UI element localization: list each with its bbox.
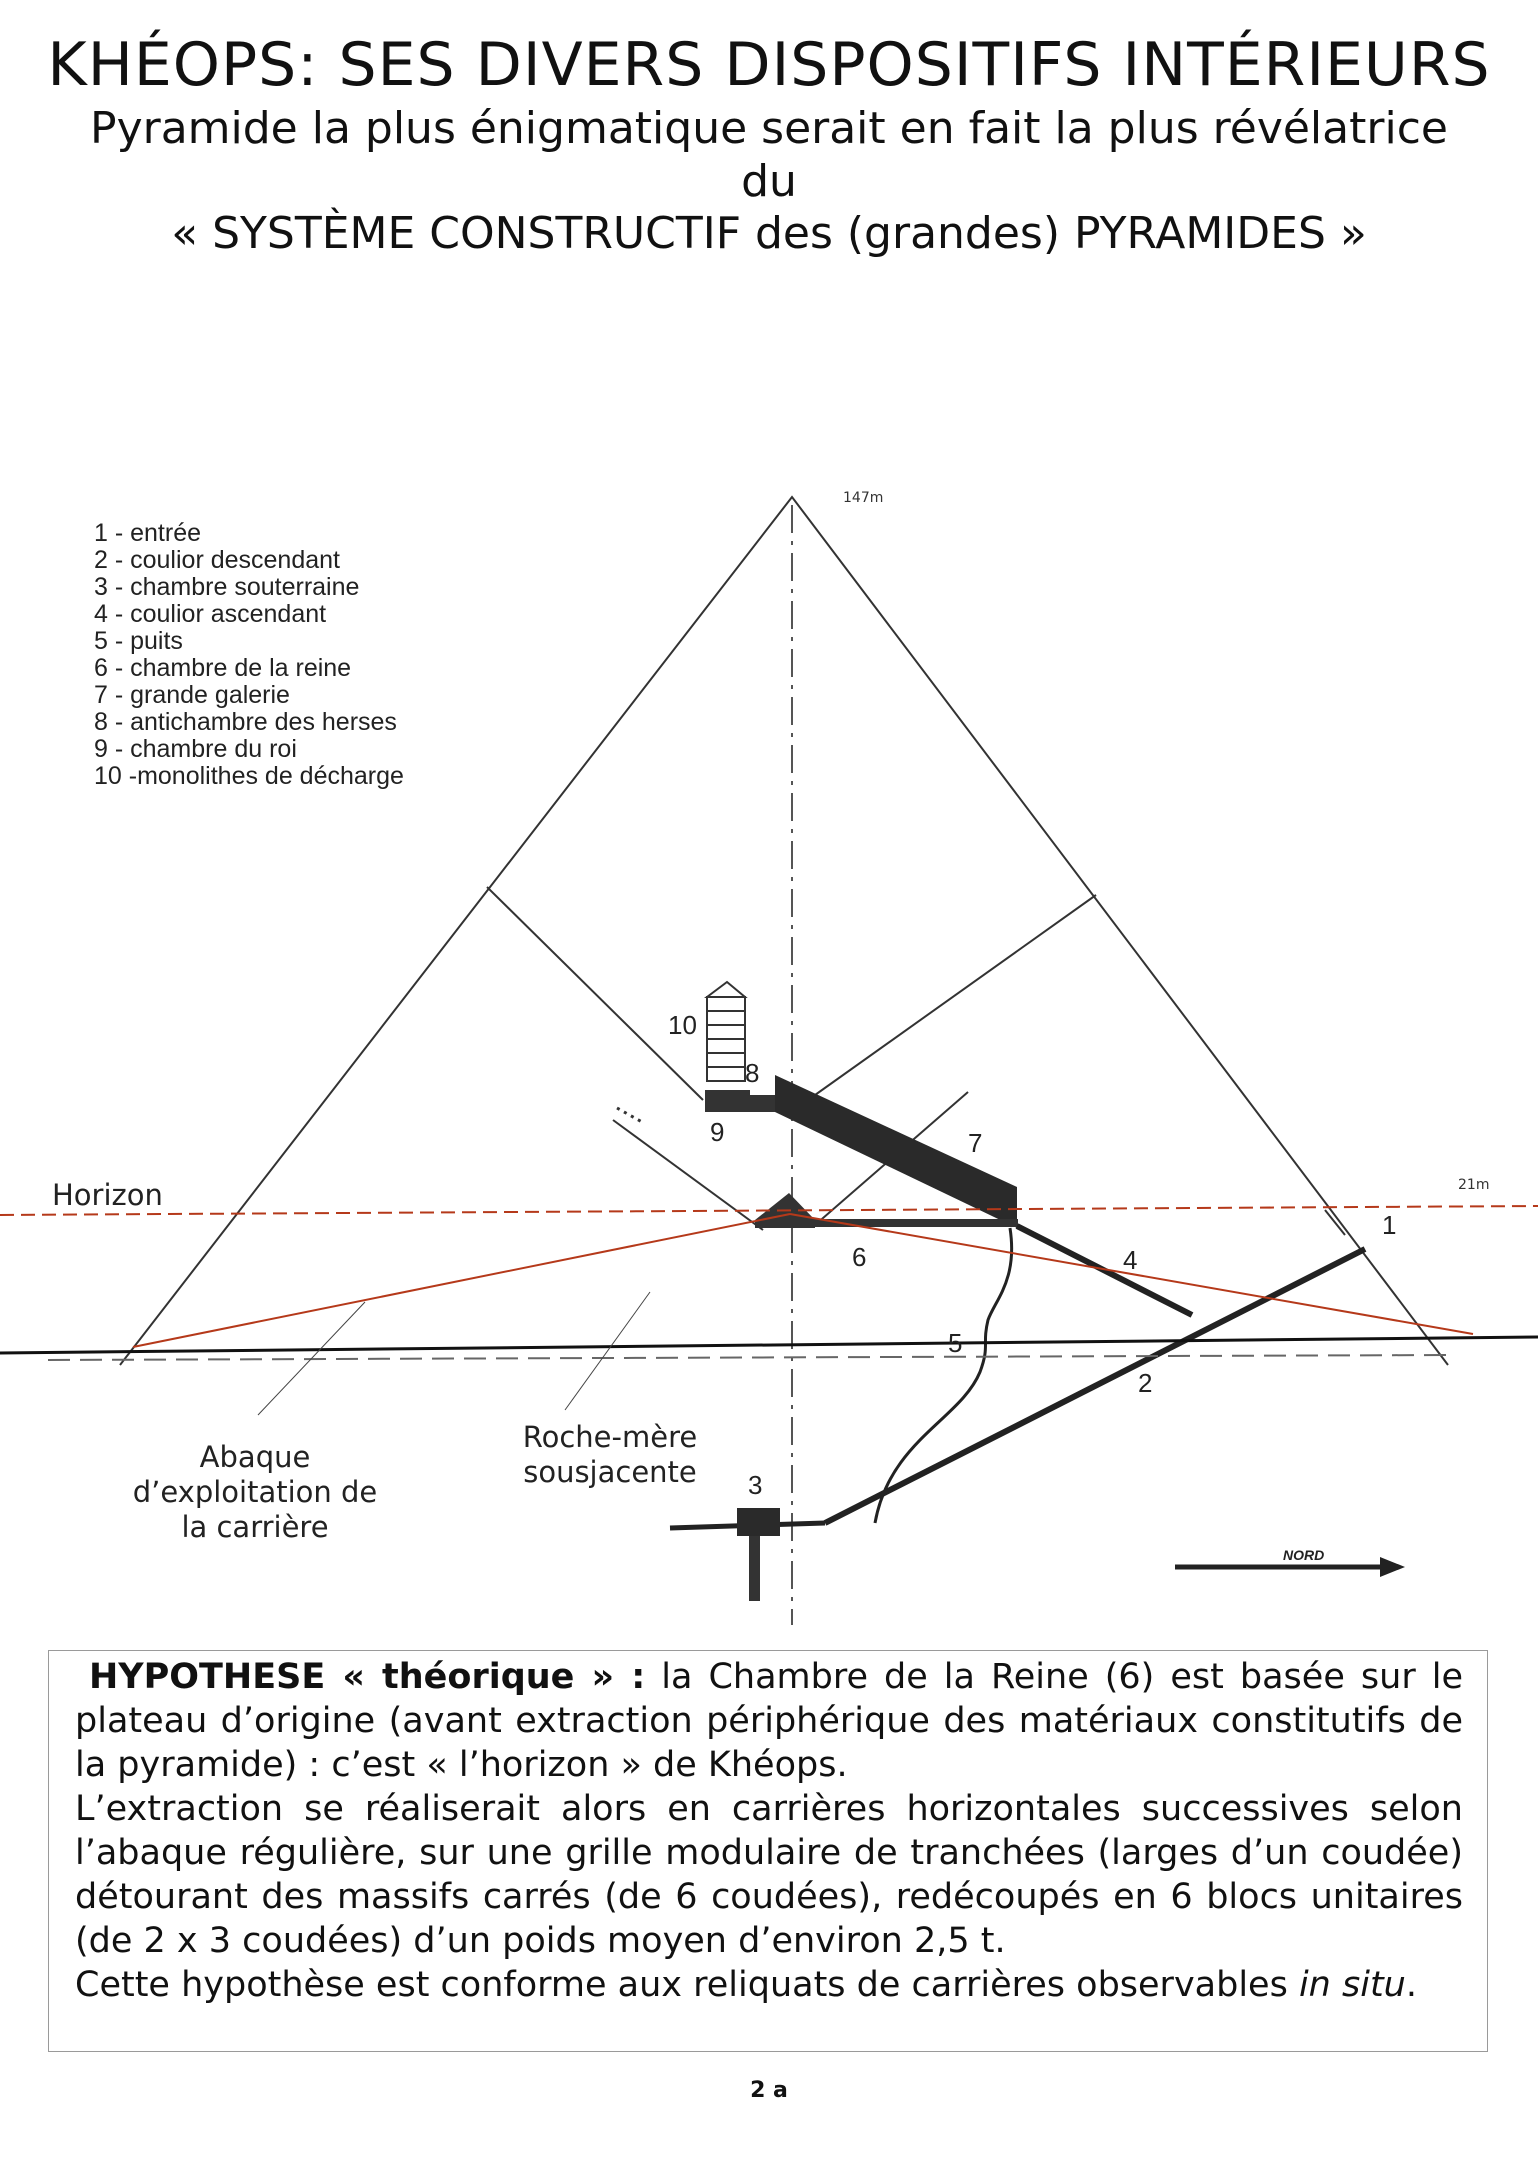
relief-line-left <box>487 887 703 1100</box>
legend-item: 5 - puits <box>94 627 183 655</box>
hypothesis-paragraph-3 <box>75 1963 1463 2007</box>
number-10: 10 <box>668 1010 697 1040</box>
height-label-147m: 147m <box>843 490 884 506</box>
hypothesis-box <box>48 1650 1488 2052</box>
entrance-marker <box>1325 1210 1345 1235</box>
abaque-line: d’exploitation de <box>132 1475 378 1509</box>
legend-item: 7 - grande galerie <box>94 681 290 709</box>
legend-item: 8 - antichambre des herses <box>94 708 397 736</box>
queen-corridor <box>800 1219 1018 1227</box>
abaque-line: la carrière <box>181 1510 329 1544</box>
horizon-label: Horizon <box>52 1178 163 1212</box>
number-4: 4 <box>1123 1245 1138 1275</box>
ground-dashed <box>48 1355 1450 1360</box>
roche-line: Roche-mère <box>522 1420 698 1454</box>
well-shaft <box>875 1228 1012 1523</box>
number-6: 6 <box>852 1242 867 1272</box>
hypothesis-text-1: la Chambre de la Reine (6) est basée sur le plateau d’origine (avant extraction périphérique des matériaux constitutifs de la pyramide) : c’est « l’horizon » de Khéops. <box>75 1657 1463 1785</box>
legend-item: 3 - chambre souterraine <box>94 573 360 601</box>
legend-item: 4 - coulior ascendant <box>94 600 327 628</box>
relief-line-right <box>808 895 1096 1100</box>
kings-chamber <box>705 1090 750 1112</box>
north-arrow-head <box>1380 1557 1405 1577</box>
hypothesis-text-3: Cette hypothèse est conforme aux reliquats de carrières observables <box>75 1965 1299 2005</box>
roche-line: sousjacente <box>523 1455 697 1489</box>
legend-item: 2 - coulior descendant <box>94 546 340 574</box>
number-5: 5 <box>948 1328 963 1358</box>
underground-chamber <box>737 1508 780 1536</box>
north-label: NORD <box>1283 1547 1325 1563</box>
number-1: 1 <box>1382 1210 1397 1240</box>
abaque-label <box>120 1440 390 1545</box>
bedrock-line <box>0 1337 1538 1353</box>
antechamber <box>750 1095 775 1112</box>
abaque-line: Abaque <box>199 1440 311 1474</box>
number-2: 2 <box>1138 1368 1153 1398</box>
number-9: 9 <box>710 1117 725 1147</box>
number-7: 7 <box>968 1128 983 1158</box>
subtitle-line-2: du <box>741 156 797 207</box>
hypothesis-paragraph-2: L’extraction se réaliserait alors en carrières horizontales successives selon l’abaque régulière, sur une grille modulaire de tranchées (larges d’un coudée) détourant des massifs carrés (de 6 coudées), redécoupés en 6 blocs unitaires (de 2 x 3 coudées) d’un poids moyen d’environ 2,5 t. <box>75 1789 1463 1961</box>
subtitle-line-1: Pyramide la plus énigmatique serait en fait la plus révélatrice <box>90 103 1448 154</box>
hypothesis-heading: HYPOTHESE « théorique » : <box>89 1657 646 1697</box>
legend-item: 9 - chambre du roi <box>94 735 297 763</box>
legend-item: 1 - entrée <box>94 519 202 547</box>
relieving-monoliths <box>707 982 745 1081</box>
page-number: 2 a <box>750 2078 788 2103</box>
number-3: 3 <box>748 1470 763 1500</box>
subtitle-line-3: « SYSTÈME CONSTRUCTIF des (grandes) PYRAMIDES » <box>171 208 1367 259</box>
page-title: KHÉOPS: SES DIVERS DISPOSITIFS INTÉRIEURS <box>47 30 1491 100</box>
hypothesis-text-3-end: . <box>1405 1965 1417 2005</box>
number-8: 8 <box>745 1058 760 1088</box>
descending-corridor <box>825 1249 1365 1523</box>
queen-dotted <box>617 1108 642 1122</box>
legend-item: 10 -monolithes de décharge <box>94 762 404 790</box>
hypothesis-paragraph-1 <box>75 1655 1463 1787</box>
hypothesis-italic: in situ <box>1298 1965 1406 2005</box>
queen-line-left <box>613 1120 763 1230</box>
ray-left <box>133 1214 790 1347</box>
legend-item: 6 - chambre de la reine <box>94 654 352 682</box>
roche-label <box>500 1420 720 1490</box>
underground-pit <box>749 1536 760 1601</box>
roche-pointer <box>565 1292 650 1410</box>
legend <box>94 520 404 790</box>
ascending-corridor <box>1017 1226 1192 1315</box>
height-label-21m: 21m <box>1458 1177 1490 1193</box>
